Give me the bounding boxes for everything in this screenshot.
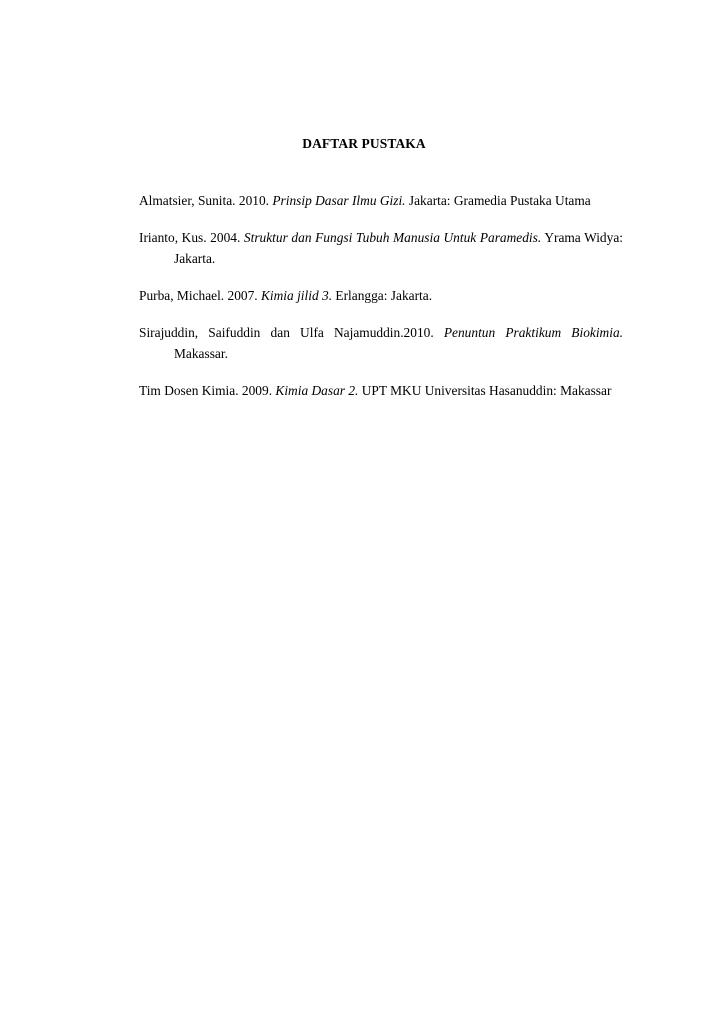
reference-list: [139, 190, 623, 417]
reference-title: Struktur dan Fungsi Tubuh Manusia Untuk Paramedis.: [243, 230, 542, 245]
reference-author-year: Sirajuddin, Saifuddin dan Ulfa Najamuddin.2010.: [139, 325, 444, 340]
reference-entry: [139, 227, 623, 269]
reference-title: Kimia jilid 3.: [260, 288, 333, 303]
reference-entry: [139, 285, 623, 306]
reference-publisher: Jakarta: Gramedia Pustaka Utama: [405, 193, 591, 208]
reference-entry: [139, 380, 623, 401]
reference-publisher: Erlangga: Jakarta.: [332, 288, 433, 303]
reference-author-year: Almatsier, Sunita. 2010.: [139, 193, 273, 208]
reference-publisher: Makassar.: [174, 346, 228, 361]
reference-entry: [139, 322, 623, 364]
reference-author-year: Purba, Michael. 2007.: [139, 288, 261, 303]
reference-title: Penuntun Praktikum Biokimia.: [443, 325, 623, 340]
reference-entry: [139, 190, 623, 211]
reference-author-year: Tim Dosen Kimia. 2009.: [139, 383, 276, 398]
reference-publisher: Yrama Widya: Jakarta.: [174, 230, 623, 266]
reference-title: Prinsip Dasar Ilmu Gizi.: [272, 193, 406, 208]
reference-publisher: UPT MKU Universitas Hasanuddin: Makassar: [358, 383, 612, 398]
page-title: DAFTAR PUSTAKA: [302, 136, 426, 151]
reference-title: Kimia Dasar 2.: [275, 383, 359, 398]
reference-author-year: Irianto, Kus. 2004.: [139, 230, 244, 245]
